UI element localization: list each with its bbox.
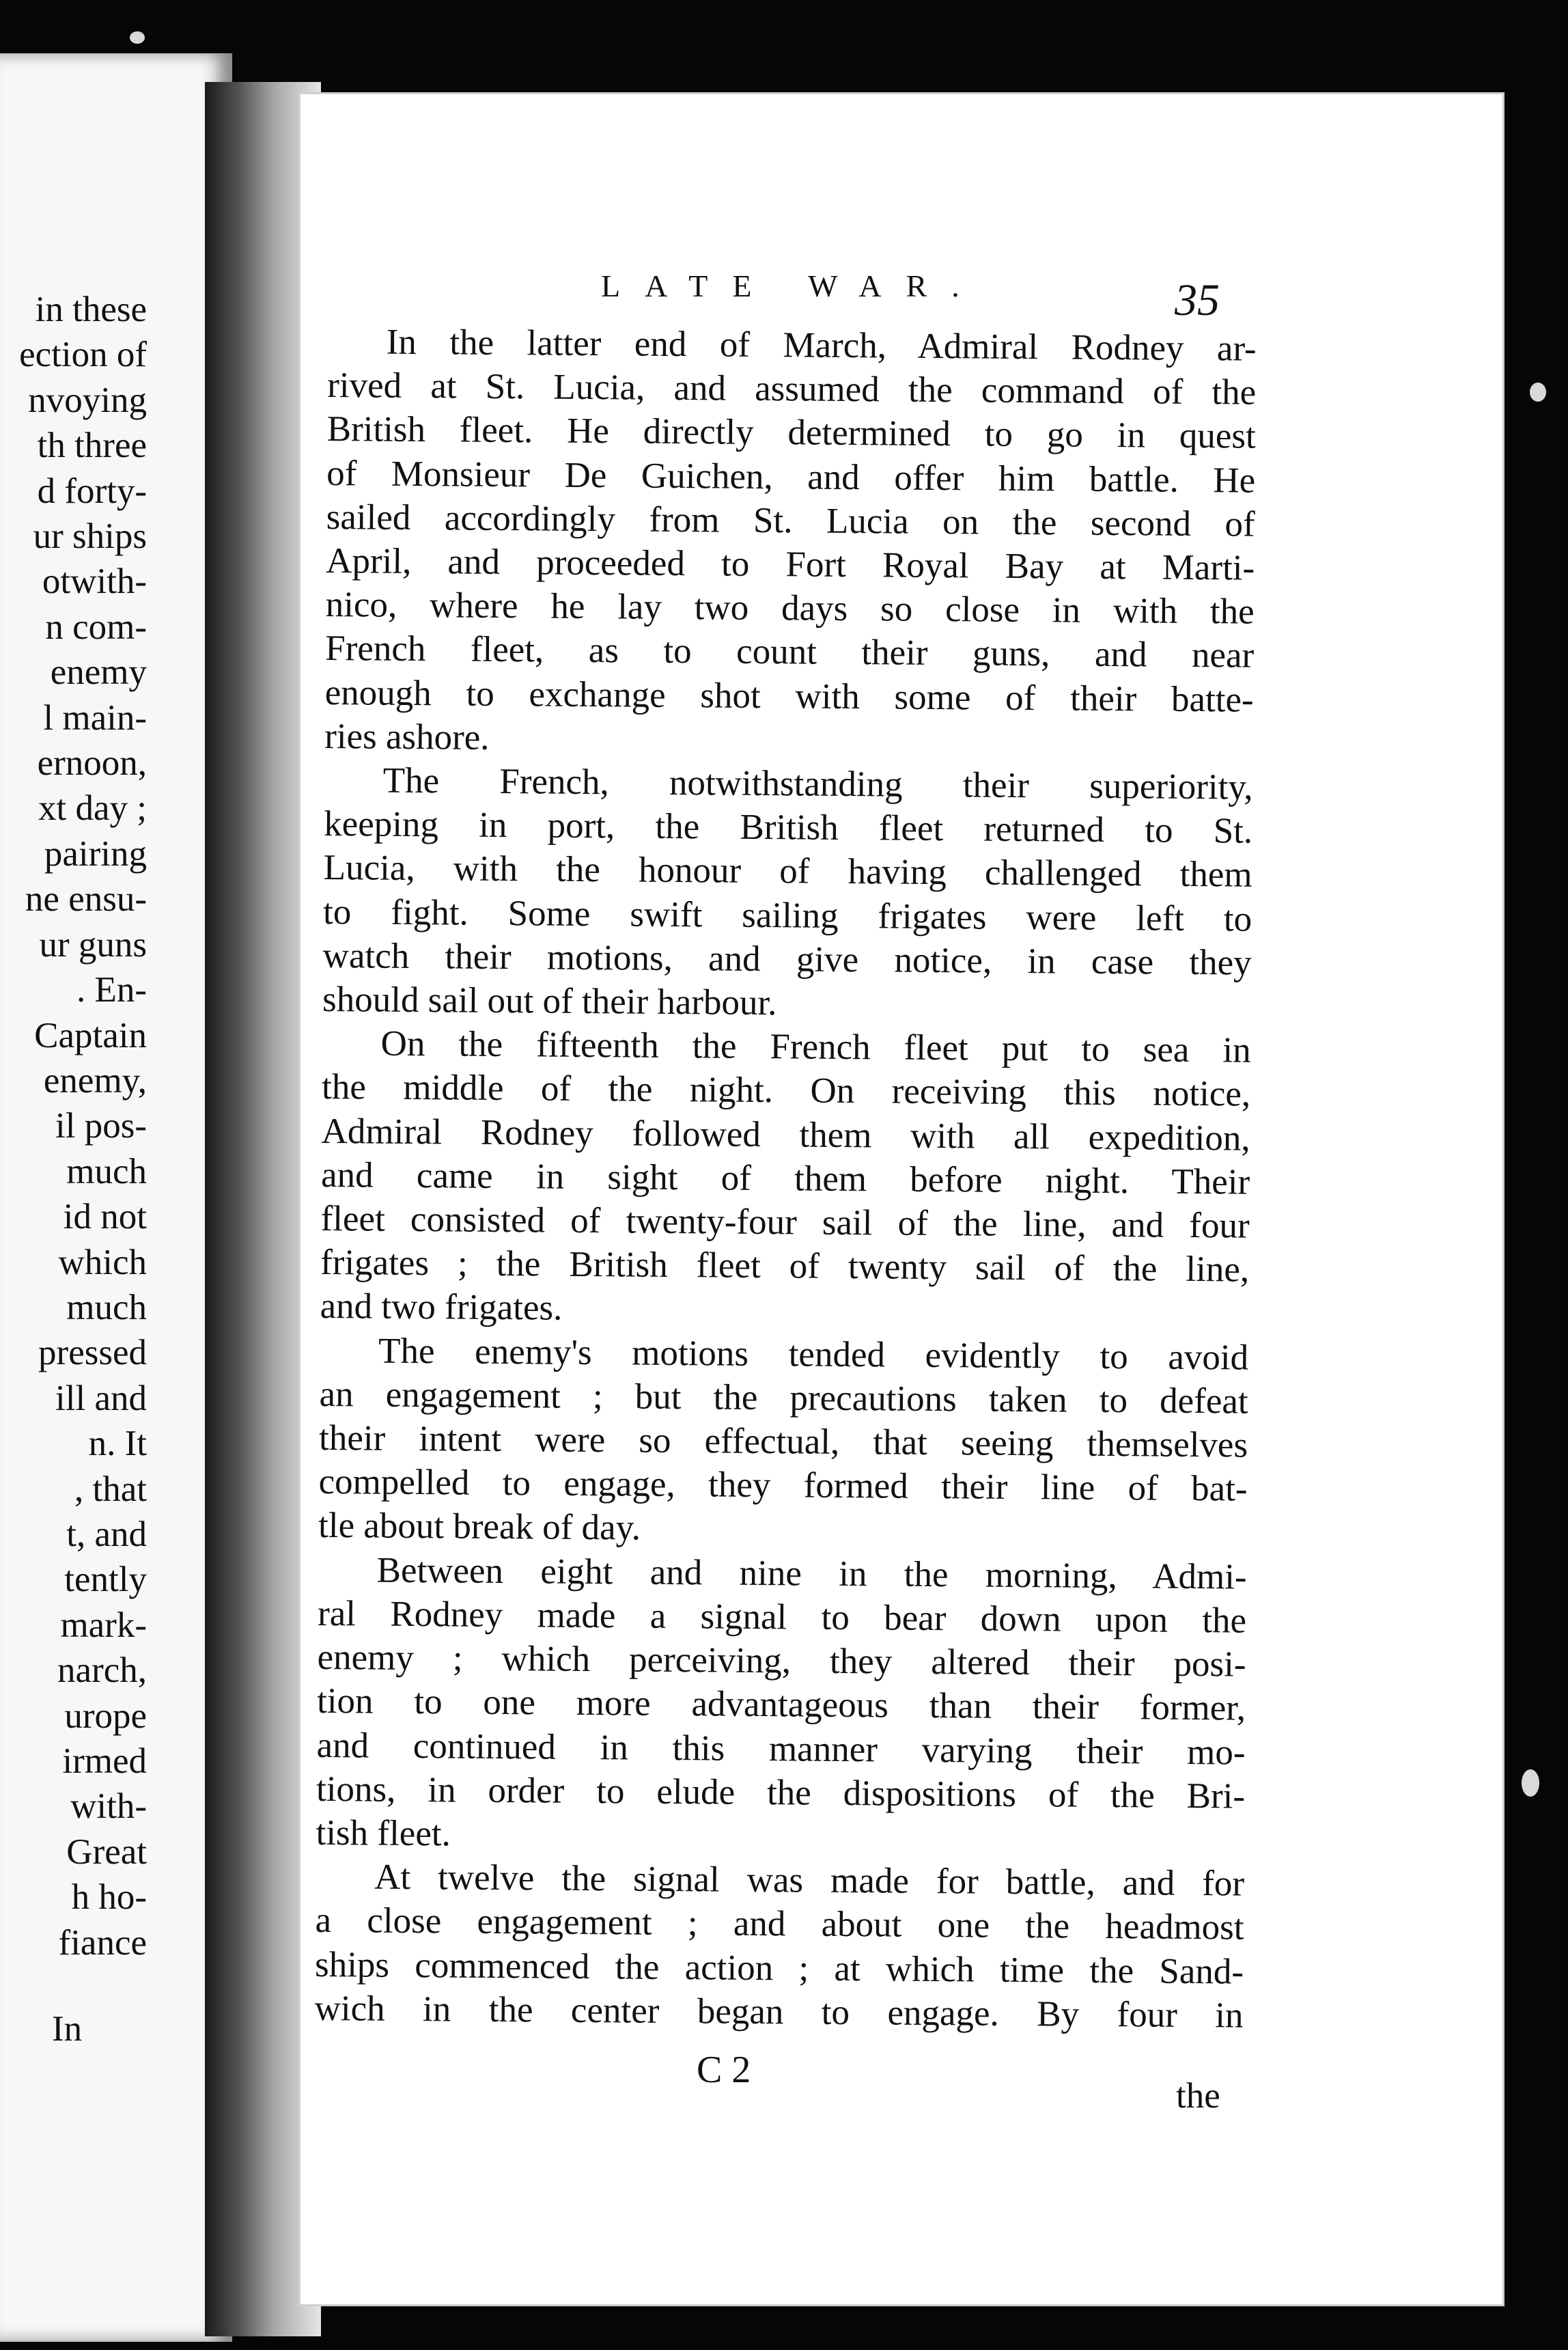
left-page-line: fiance	[58, 1922, 147, 1963]
left-page-catchword: In	[52, 2009, 83, 2049]
left-page-line: nvoying	[28, 380, 147, 420]
text-line: their intent were so effectual, that seeing themselves	[318, 1418, 1248, 1465]
left-page-line: enemy	[50, 652, 147, 693]
left-page-line: ur guns	[39, 924, 147, 965]
signature-mark: C 2	[697, 2049, 751, 2091]
left-page-line: tently	[64, 1560, 147, 1600]
left-page-line: irmed	[62, 1741, 147, 1781]
left-page-line: with-	[70, 1786, 147, 1827]
left-page-line: narch,	[57, 1650, 147, 1691]
text-line: The enemy's motions tended evidently to avoid	[378, 1331, 1249, 1378]
left-page-line: ernoon,	[37, 743, 147, 784]
scan-speck	[1522, 1769, 1539, 1797]
text-line: frigates ; the British fleet of twenty sail of the line,	[320, 1243, 1250, 1290]
paragraph	[318, 1329, 1248, 1556]
text-line: tle about break of day.	[318, 1506, 641, 1549]
left-page-line: il pos-	[55, 1106, 147, 1146]
left-page-line: n. It	[88, 1424, 147, 1464]
left-page-line: d forty-	[37, 471, 147, 511]
text-line: On the fifteenth the French fleet put to sea in	[380, 1023, 1251, 1070]
text-line: tish fleet.	[316, 1812, 451, 1854]
left-page-line: Great	[66, 1831, 147, 1872]
text-line: to fight. Some swift sailing frigates were left to	[322, 891, 1252, 939]
left-page-line: h ho-	[71, 1877, 147, 1918]
text-line: April, and proceeded to Fort Royal Bay at Marti-	[325, 541, 1255, 588]
left-page-line: xt day ;	[38, 788, 147, 829]
left-page-line: th three	[37, 426, 147, 466]
page-body-text	[314, 320, 1257, 2038]
left-page-line: t, and	[66, 1514, 147, 1554]
left-page-line: ur ships	[33, 516, 147, 557]
left-page-line: much	[66, 1287, 147, 1327]
text-line: and two frigates.	[320, 1286, 563, 1329]
text-line: enemy ; which perceiving, they altered their posi-	[317, 1637, 1246, 1685]
paragraph	[322, 758, 1253, 1029]
left-page-line: . En-	[76, 970, 147, 1010]
text-line: the middle of the night. On receiving this notice,	[321, 1067, 1251, 1115]
left-page-line: id not	[63, 1197, 147, 1237]
running-head: LATE WAR.	[601, 268, 984, 303]
text-line: keeping in port, the British fleet returned to St.	[323, 804, 1253, 851]
text-line: a close engagement ; and about one the headmost	[315, 1900, 1244, 1948]
left-page-line: ill and	[55, 1378, 147, 1418]
left-page-line: ection of	[19, 335, 147, 375]
text-line: and continued in this manner varying their mo-	[316, 1725, 1246, 1773]
text-line: fleet consisted of twenty-four sail of the line, and four	[320, 1199, 1250, 1246]
left-page-line: in these	[35, 290, 147, 329]
left-page-line: mark-	[60, 1605, 147, 1645]
text-line: French fleet, as to count their guns, and near	[324, 628, 1255, 676]
left-page-line: enemy,	[43, 1060, 147, 1101]
paragraph	[320, 1021, 1250, 1336]
left-page-line: Captain	[34, 1015, 147, 1055]
left-page-line: pairing	[44, 833, 147, 874]
left-page-text-fragments	[0, 287, 147, 1965]
text-line: ral Rodney made a signal to bear down upon the	[317, 1593, 1247, 1641]
scan-speck	[1530, 383, 1546, 402]
text-line: should sail out of their harbour.	[322, 980, 777, 1023]
page-catchword: the	[1176, 2076, 1220, 2116]
text-line: The French, notwithstanding their superiority,	[382, 760, 1253, 807]
text-line: At twelve the signal was made for battle, and for	[374, 1857, 1245, 1904]
text-line: nico, where he lay two days so close in with the	[325, 585, 1255, 632]
paragraph	[324, 320, 1257, 766]
text-line: Admiral Rodney followed them with all expedition,	[321, 1111, 1250, 1159]
text-line: Between eight and nine in the morning, Admi-	[376, 1550, 1247, 1597]
left-page-line: pressed	[38, 1333, 147, 1373]
text-line: of Monsieur De Guichen, and offer him battle. He	[326, 453, 1256, 501]
text-line: sailed accordingly from St. Lucia on the second of	[326, 497, 1255, 544]
text-line: enough to exchange shot with some of their batte-	[324, 672, 1254, 720]
text-line: an engagement ; but the precautions taken to defeat	[319, 1374, 1248, 1422]
paragraph	[314, 1855, 1244, 2037]
text-line: ries ashore.	[324, 716, 490, 758]
page-number: 35	[1175, 275, 1220, 325]
left-page-line: l main-	[43, 697, 147, 738]
text-line: Lucia, with the honour of having challenged them	[323, 848, 1252, 896]
text-line: wich in the center began to engage. By four in	[314, 1988, 1244, 2036]
left-page-line: n com-	[45, 607, 147, 647]
text-line: watch their motions, and give notice, in case they	[322, 935, 1252, 983]
text-line: ships commenced the action ; at which time the Sand-	[314, 1944, 1244, 1992]
left-page-line: otwith-	[42, 562, 147, 602]
left-page-line: urope	[64, 1696, 147, 1736]
paragraph	[316, 1548, 1246, 1862]
scan-speck	[130, 31, 145, 44]
text-line: In the latter end of March, Admiral Rodney ar-	[386, 322, 1257, 369]
text-line: tions, in order to elude the dispositions of the Bri-	[316, 1769, 1246, 1816]
left-page-line: much	[66, 1151, 147, 1191]
left-page-line: which	[58, 1242, 147, 1282]
text-line: rived at St. Lucia, and assumed the command of the	[327, 365, 1257, 413]
text-line: tion to one more advantageous than their former,	[316, 1681, 1246, 1728]
text-line: and came in sight of them before night. Their	[320, 1155, 1250, 1202]
text-line: compelled to engage, they formed their line of bat-	[318, 1462, 1248, 1509]
text-line: British fleet. He directly determined to go in quest	[326, 409, 1256, 457]
left-page-line: ne ensu-	[25, 879, 147, 920]
left-page-line: , that	[74, 1469, 147, 1509]
